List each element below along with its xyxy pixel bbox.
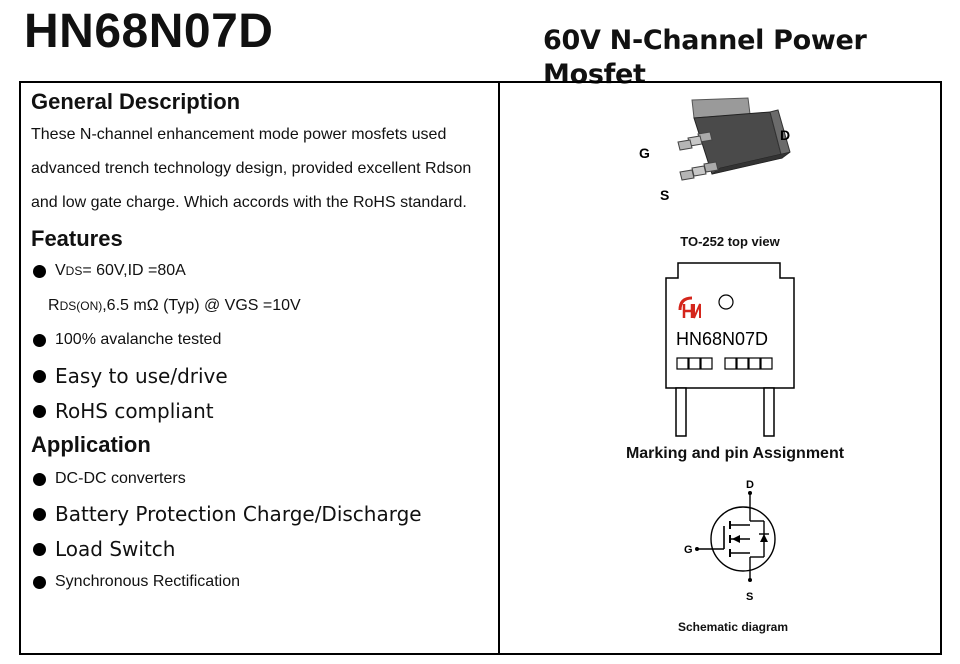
vds-spec: = 60V,ID =80A [82,262,186,279]
part-number-title: HN68N07D [24,5,274,58]
bullet-icon [33,370,46,383]
schematic-caption: Schematic diagram [677,620,789,634]
pin-d-label: D [780,127,791,143]
feature-item [31,399,214,423]
feature-text: 100% avalanche tested [55,331,222,348]
feature-text: Easy to use/drive [55,364,228,388]
schematic-pin-d: D [746,479,754,491]
product-subtitle: 60V N-Channel Power Mosfet [543,25,867,90]
application-item [31,573,240,591]
application-item [31,470,186,488]
feature-item [48,297,301,315]
marking-outline-diagram [660,260,800,445]
application-text: Synchronous Rectification [55,573,240,590]
vds-symbol: V [55,262,66,279]
mosfet-schematic-symbol [680,476,800,606]
general-description-line: These N-channel enhancement mode power mosfets used [31,126,447,143]
schematic-pin-s: S [746,591,754,603]
application-text: Battery Protection Charge/Discharge [55,502,422,526]
package-caption: TO-252 top view [680,234,780,249]
to252-package-illustration [630,92,810,212]
rds-subscript: DS(ON) [59,299,103,313]
vds-subscript: DS [65,264,83,278]
application-text: DC-DC converters [55,470,186,487]
application-text: Load Switch [55,537,176,561]
column-divider [498,81,500,655]
marking-caption: Marking and pin Assignment [625,445,845,462]
general-description-heading: General Description [31,89,241,114]
bullet-icon [33,405,46,418]
bullet-icon [33,473,46,486]
bullet-icon [33,334,46,347]
bullet-icon [33,508,46,521]
bullet-icon [33,265,46,278]
pin-g-label: G [639,145,650,161]
marking-part-number: HN68N07D [676,329,769,349]
general-description-line: advanced trench technology design, provided excellent Rdson [31,160,472,177]
feature-item [31,262,186,280]
rds-spec: ,6.5 mΩ (Typ) @ VGS =10V [102,297,301,314]
general-description-line: and low gate charge. Which accords with the RoHS standard. [31,194,467,211]
bullet-icon [33,543,46,556]
feature-item [31,331,221,349]
feature-item [31,364,228,388]
application-item [31,537,175,561]
pin-s-label: S [660,187,670,203]
bullet-icon [33,576,46,589]
rds-symbol: R [48,297,60,314]
application-item [31,502,422,526]
features-heading: Features [31,226,123,251]
application-heading: Application [31,432,151,457]
date-code-boxes [677,358,772,369]
feature-text: RoHS compliant [55,399,214,423]
schematic-pin-g: G [684,544,693,556]
